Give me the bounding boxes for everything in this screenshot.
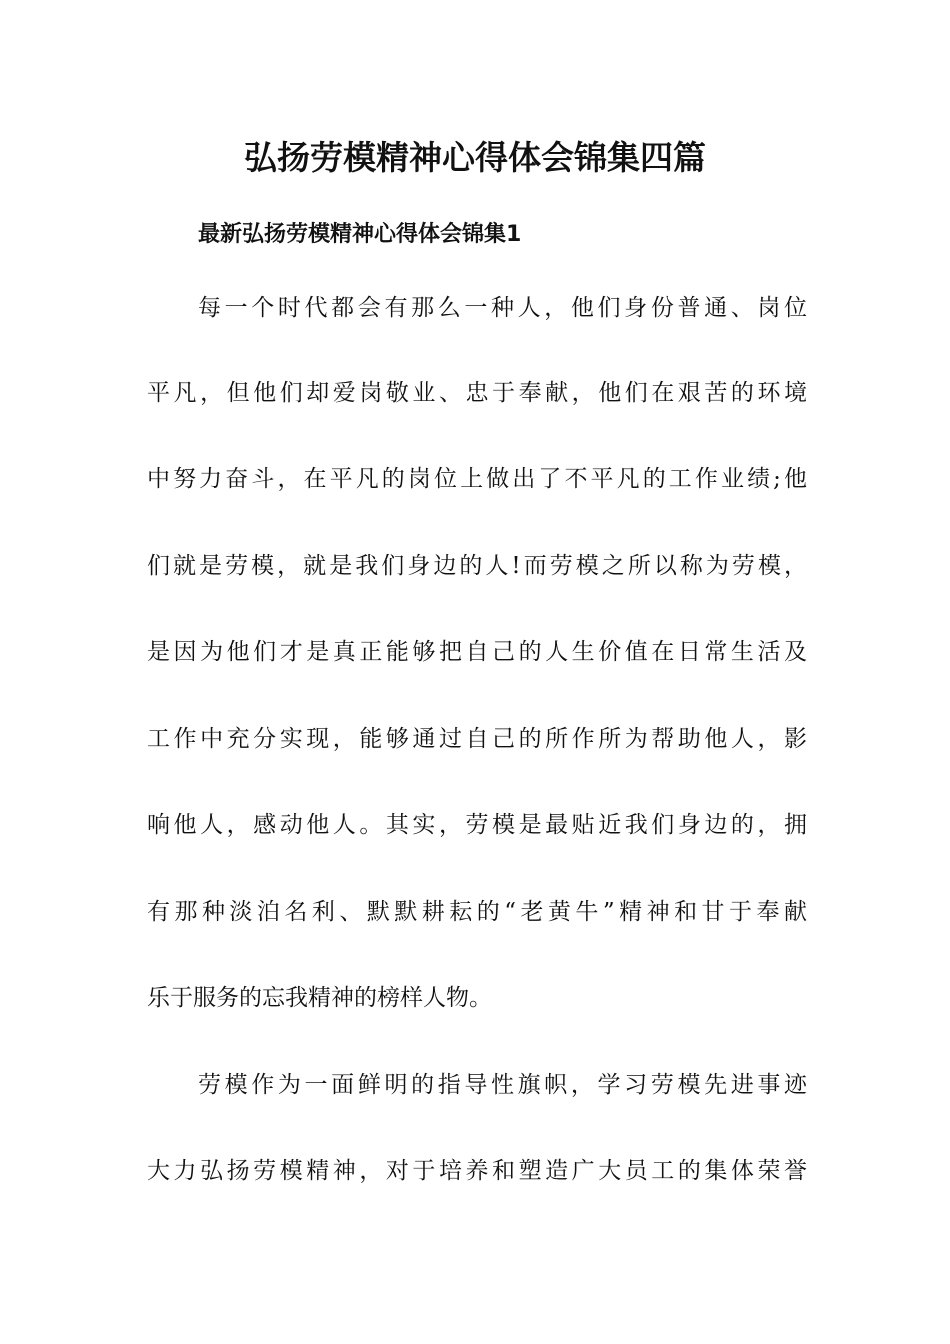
paragraph-line: 有那种淡泊名利、默默耕耘的“老黄牛”精神和甘于奉献: [147, 899, 807, 925]
paragraph-line: 中努力奋斗，在平凡的岗位上做出了不平凡的工作业绩;他: [147, 466, 807, 492]
paragraph-line: 平凡，但他们却爱岗敬业、忠于奉献，他们在艰苦的环境: [147, 380, 807, 406]
paragraph-line: 是因为他们才是真正能够把自己的人生价值在日常生活及: [147, 639, 807, 665]
section-heading: 最新弘扬劳模精神心得体会锦集1: [198, 222, 522, 247]
paragraph-line: 每一个时代都会有那么一种人，他们身份普通、岗位: [198, 295, 807, 321]
paragraph-line: 劳模作为一面鲜明的指导性旗帜，学习劳模先进事迹: [198, 1072, 807, 1098]
paragraph-line: 们就是劳模，就是我们身边的人!而劳模之所以称为劳模，: [147, 553, 807, 579]
paragraph-line: 工作中充分实现，能够通过自己的所作所为帮助他人，影: [147, 726, 807, 752]
document-title: 弘扬劳模精神心得体会锦集四篇: [244, 138, 706, 177]
paragraph-line: 响他人，感动他人。其实，劳模是最贴近我们身边的，拥: [147, 812, 807, 838]
paragraph-line: 乐于服务的忘我精神的榜样人物。: [147, 985, 492, 1011]
paragraph-line: 大力弘扬劳模精神，对于培养和塑造广大员工的集体荣誉: [147, 1158, 807, 1184]
